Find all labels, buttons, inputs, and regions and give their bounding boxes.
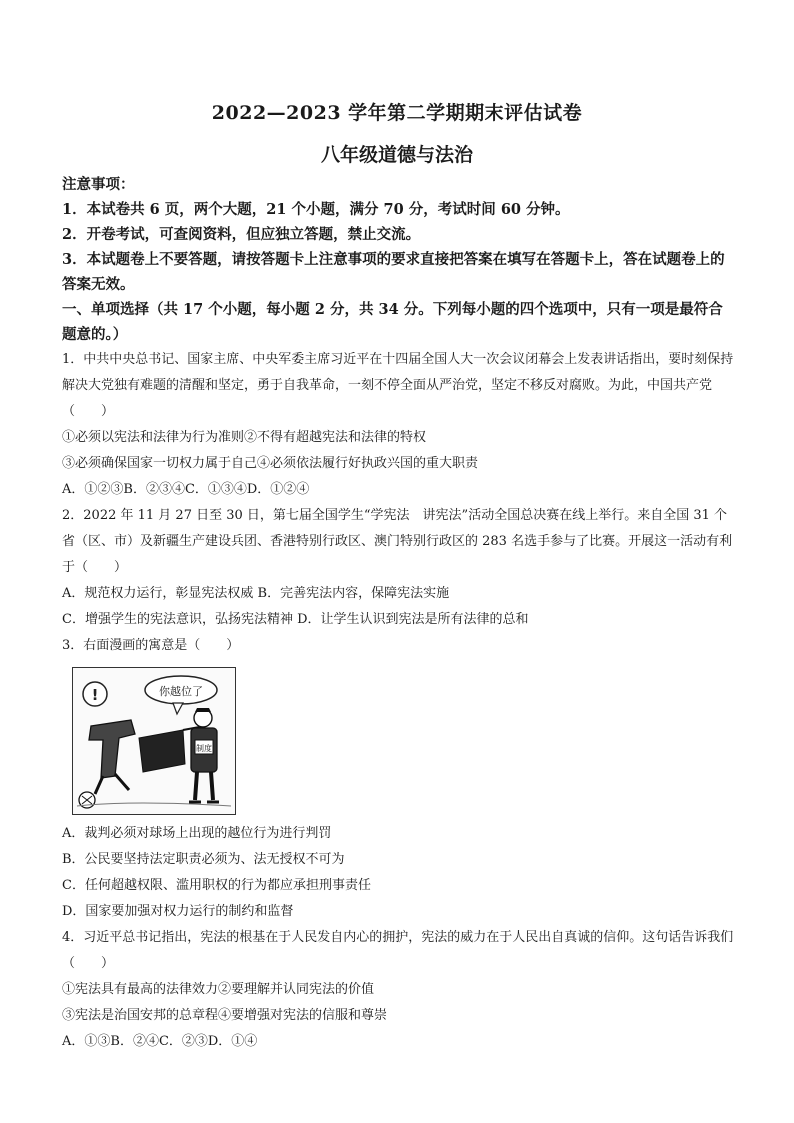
svg-text:!: ! — [91, 686, 99, 704]
cartoon-drawing — [73, 668, 235, 814]
question-4-statement-1: ①宪法具有最高的法律效力②要理解并认同宪法的价值 — [62, 982, 375, 997]
question-1-statement-1: ①必须以宪法和法律为行为准则②不得有超越宪法和法律的特权 — [62, 430, 427, 445]
notice-item-2: 2．开卷考试，可查阅资料，但应独立答题，禁止交流。 — [62, 226, 421, 243]
question-4-statement-2: ③宪法是治国安邦的总章程④要增强对宪法的信服和尊崇 — [62, 1008, 388, 1023]
question-1-statement-2: ③必须确保国家一切权力属于自己④必须依法履行好执政兴国的重大职责 — [62, 456, 479, 471]
question-1-options: A．①②③B．②③④C．①③④D．①②④ — [62, 482, 310, 497]
question-2-options-ab: A．规范权力运行，彰显宪法权威 B．完善宪法内容，保障宪法实施 — [62, 586, 450, 601]
section-heading: 一、单项选择（共 17 个小题，每小题 2 分，共 34 分。下列每小题的四个选项中，只有一项是最符合题意的。） — [62, 301, 723, 343]
question-3-stem: 3．右面漫画的寓意是（ ） — [62, 638, 240, 653]
question-2-options-cd: C．增强学生的宪法意识，弘扬宪法精神 D．让学生认识到宪法是所有法律的总和 — [62, 612, 529, 627]
notice-item-1: 1．本试卷共 6 页，两个大题，21 个小题，满分 70 分，考试时间 60 分钟。 — [62, 201, 570, 218]
question-3-option-b: B．公民要坚持法定职责必须为、法无授权不可为 — [62, 852, 345, 867]
notice-heading: 注意事项： — [62, 176, 135, 193]
question-4-options: A．①③B．②④C．②③D．①④ — [62, 1034, 258, 1049]
notice-item-3: 3．本试题卷上不要答题，请按答题卡上注意事项的要求直接把答案在填写在答题卡上，答在试题卷上的答案无效。 — [62, 251, 725, 293]
cartoon-image — [72, 667, 236, 815]
cartoon-bubble-text: 你越位了 — [159, 685, 203, 698]
cartoon-badge-text: 制度 — [196, 744, 212, 753]
exam-title: 2022—2023 学年第二学期期末评估试卷 — [211, 102, 583, 124]
question-2-stem: 2．2022 年 11 月 27 日至 30 日，第七届全国学生“学宪法 讲宪法”活动全国总决赛在线上举行。来自全国 31 个省（区、市）及新疆生产建设兵团、香港特别行政区、澳门特别行政区的 283 名选手参与了比赛。开展这一活动有利于（ ） — [62, 508, 733, 575]
exam-subtitle: 八年级道德与法治 — [320, 144, 473, 166]
question-1-stem: 1．中共中央总书记、国家主席、中央军委主席习近平在十四届全国人大一次会议闭幕会上发表讲话指出，要时刻保持解决大党独有难题的清醒和坚定，勇于自我革命，一刻不停全面从严治党，坚定不移反对腐败。为此，中国共产党（ ） — [62, 352, 734, 419]
question-3-option-a: A．裁判必须对球场上出现的越位行为进行判罚 — [62, 826, 332, 841]
question-4-stem: 4．习近平总书记指出，宪法的根基在于人民发自内心的拥护，宪法的威力在于人民出自真诚的信仰。这句话告诉我们（ ） — [62, 930, 734, 971]
exam-body — [62, 172, 734, 1055]
question-3-option-d: D．国家要加强对权力运行的制约和监督 — [62, 904, 294, 919]
question-3-option-c: C．任何超越权限、滥用职权的行为都应承担刑事责任 — [62, 878, 371, 893]
